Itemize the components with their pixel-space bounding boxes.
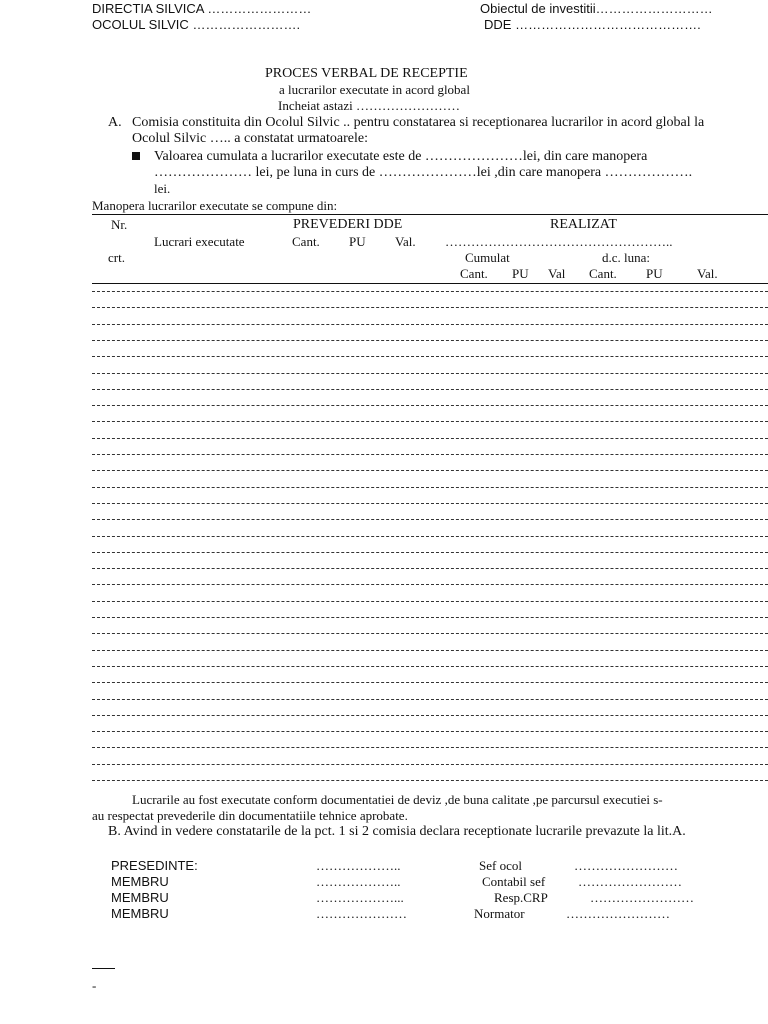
table-header-rule xyxy=(92,283,768,284)
table-row xyxy=(92,764,768,765)
col-dc-cant: Cant. xyxy=(589,266,617,281)
ocolul-label: OCOLUL SILVIC xyxy=(92,17,189,32)
sig-resp-crp-dots: …………………… xyxy=(590,890,694,905)
col-prev-cant: Cant. xyxy=(292,234,320,249)
table-row xyxy=(92,552,768,553)
table-row xyxy=(92,633,768,634)
sig-sef-ocol-dots: …………………… xyxy=(574,858,678,873)
table-row xyxy=(92,454,768,455)
col-crt: crt. xyxy=(108,250,125,265)
table-row xyxy=(92,340,768,341)
table-row xyxy=(92,747,768,748)
ocolul-dots: ……………………. xyxy=(192,17,301,32)
section-a-line2: Ocolul Silvic ….. a constatat urmatoarele: xyxy=(132,131,368,146)
table-row xyxy=(92,356,768,357)
closing-para-line2: au respectat prevederile din documentatiile tehnice aprobate. xyxy=(92,808,408,823)
col-prevederi-dde: PREVEDERI DDE xyxy=(293,217,403,232)
table-top-rule xyxy=(92,214,768,215)
col-dc-val: Val. xyxy=(697,266,718,281)
table-row xyxy=(92,699,768,700)
table-row xyxy=(92,503,768,504)
section-b-line: B. Avind in vedere constatarile de la pct. 1 si 2 comisia declara receptionate lucrarile prevazute la lit.A. xyxy=(108,824,686,839)
sig-sef-ocol-role: Sef ocol xyxy=(479,858,522,873)
col-lucrari-executate: Lucrari executate xyxy=(154,234,245,249)
footnote-mark: - xyxy=(92,978,97,993)
sig-membru2-dots: ………………... xyxy=(316,890,404,905)
table-row xyxy=(92,650,768,651)
header-dde xyxy=(484,17,701,32)
table-row xyxy=(92,780,768,781)
obiectul-label: Obiectul de investitii xyxy=(480,1,596,16)
dde-label: DDE xyxy=(484,17,512,32)
table-row xyxy=(92,715,768,716)
directia-dots: …………………… xyxy=(207,1,312,16)
sig-membru3-role: MEMBRU xyxy=(111,906,169,921)
table-row xyxy=(92,389,768,390)
col-dc-luna: d.c. luna: xyxy=(602,250,651,265)
sig-resp-crp-role: Resp.CRP xyxy=(494,890,548,905)
table-row xyxy=(92,584,768,585)
table-row xyxy=(92,666,768,667)
obiectul-dots: ……………………… xyxy=(595,1,713,16)
col-prev-val: Val. xyxy=(395,234,416,249)
sig-membru1-role: MEMBRU xyxy=(111,874,169,889)
table-row xyxy=(92,421,768,422)
sig-normator-dots: …………………… xyxy=(566,906,670,921)
table-row xyxy=(92,682,768,683)
table-row xyxy=(92,438,768,439)
sig-contabil-sef-role: Contabil sef xyxy=(482,874,546,889)
section-a-marker: A. xyxy=(108,115,122,130)
bullet-line2: ………………… lei, pe luna in curs de …………………lei ,din care manopera ………………. xyxy=(154,165,693,180)
section-a-line1: Comisia constituita din Ocolul Silvic .. pentru constatarea si receptionarea lucrarilor in acord global la xyxy=(132,115,705,130)
sig-membru3-dots: ………………… xyxy=(316,906,407,921)
table-row xyxy=(92,487,768,488)
table-row xyxy=(92,324,768,325)
table-row xyxy=(92,291,768,292)
col-dc-pu: PU xyxy=(646,266,663,281)
incheiat-line: Incheiat astazi …………………… xyxy=(278,98,460,113)
bullet-line3: lei. xyxy=(154,181,171,196)
table-row xyxy=(92,731,768,732)
col-prev-pu: PU xyxy=(349,234,366,249)
dde-dots: ……………………………………. xyxy=(515,17,701,32)
table-row xyxy=(92,601,768,602)
sig-presedinte-dots: ……………….. xyxy=(316,858,401,873)
col-cum-cant: Cant. xyxy=(460,266,488,281)
table-row xyxy=(92,568,768,569)
table-row xyxy=(92,307,768,308)
col-nr: Nr. xyxy=(111,217,128,232)
col-cum-pu: PU xyxy=(512,266,529,281)
bullet-line1: Valoarea cumulata a lucrarilor executate este de …………………lei, din care manopera xyxy=(154,149,648,164)
directia-label: DIRECTIA SILVICA xyxy=(92,1,204,16)
col-cumulat: Cumulat xyxy=(465,250,510,265)
table-row xyxy=(92,536,768,537)
header-directia xyxy=(92,1,311,16)
header-ocolul xyxy=(92,17,300,32)
sig-presedinte-role: PRESEDINTE: xyxy=(111,858,198,873)
sig-membru1-dots: ……………….. xyxy=(316,874,401,889)
col-realizat: REALIZAT xyxy=(550,217,617,232)
document-subtitle: a lucrarilor executate in acord global xyxy=(279,82,470,97)
closing-para-line1: Lucrarile au fost executate conform documentatiei de deviz ,de buna calitate ,pe parcursul executiei s- xyxy=(132,792,663,807)
header-obiectul xyxy=(480,1,713,16)
table-row xyxy=(92,373,768,374)
table-row xyxy=(92,405,768,406)
document-title: PROCES VERBAL DE RECEPTIE xyxy=(265,66,468,81)
square-bullet-icon xyxy=(132,152,140,160)
sig-membru2-role: MEMBRU xyxy=(111,890,169,905)
sig-contabil-sef-dots: …………………… xyxy=(578,874,682,889)
manopera-line: Manopera lucrarilor executate se compune din: xyxy=(92,198,338,213)
footnote-rule xyxy=(92,968,115,969)
table-row xyxy=(92,470,768,471)
col-cum-val: Val xyxy=(548,266,566,281)
table-row xyxy=(92,617,768,618)
table-row xyxy=(92,519,768,520)
sig-normator-role: Normator xyxy=(474,906,525,921)
realizat-dots: …………………………………………….. xyxy=(445,234,673,249)
